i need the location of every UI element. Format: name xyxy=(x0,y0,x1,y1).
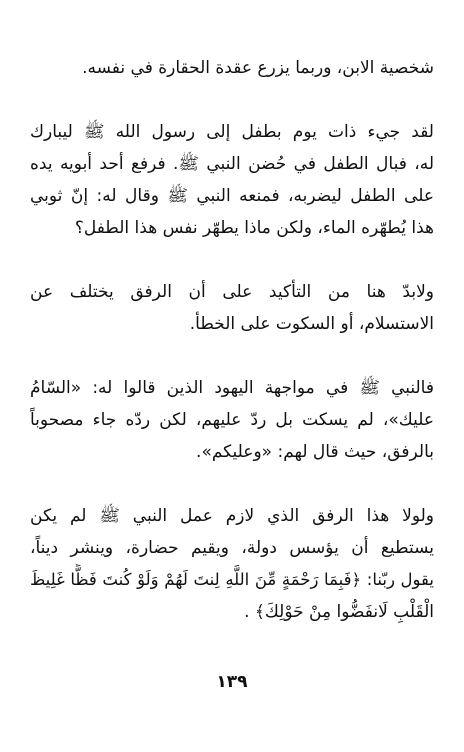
text-line: بالرفق، حيث قال لهم: «وعليكم». xyxy=(196,442,434,462)
text-line: يقول ربّنا: ﴿فَبِمَا رَحْمَةٍ مِّنَ اللَّهِ لِنتَ لَهُمْ وَلَوْ كُنتَ فَظًّا غَلِيظَ xyxy=(30,570,434,589)
text-line: لقد جيء ذات يوم بطفل إلى رسول الله ﷺ ليبارك xyxy=(30,122,434,142)
text-line: ولولا هذا الرفق الذي لازم عمل النبي ﷺ لم يكن xyxy=(30,506,434,526)
page-body xyxy=(30,52,434,628)
paragraph-1 xyxy=(30,52,434,84)
text-line: ولابدّ هنا من التأكيد على أن الرفق يختلف عن xyxy=(30,282,434,302)
text-line: عليك»، لم يسكت بل ردّ عليهم، لكن ردّه جاء مصحوباً xyxy=(30,410,434,430)
text-line: له، فبال الطفل في حُضن النبي ﷺ. فرفع أحد أبويه يده xyxy=(30,154,434,174)
text-line: شخصية الابن، وربما يزرع عقدة الحقارة في نفسه. xyxy=(82,58,434,78)
page-number: ١٣٩ xyxy=(216,672,248,692)
paragraph-gap xyxy=(30,84,434,116)
paragraph-gap xyxy=(30,340,434,372)
paragraph-5 xyxy=(30,500,434,628)
text-line: يستطيع أن يؤسس دولة، ويقيم حضارة، وينشر ديناً، xyxy=(30,538,434,558)
text-line: الْقَلْبِ لَانفَضُّوا مِنْ حَوْلِكَ﴾ . xyxy=(244,602,434,622)
text-line: الاستسلام، أو السكوت على الخطأ. xyxy=(189,314,434,334)
paragraph-2 xyxy=(30,116,434,244)
text-line: على الطفل ليضربه، فمنعه النبي ﷺ وقال له: إنّ ثوبي xyxy=(30,186,434,206)
paragraph-4 xyxy=(30,372,434,468)
paragraph-gap xyxy=(30,244,434,276)
paragraph-gap xyxy=(30,468,434,500)
text-line: فالنبي ﷺ في مواجهة اليهود الذين قالوا له: «السّامُ xyxy=(30,378,434,398)
paragraph-3 xyxy=(30,276,434,340)
text-line: هذا يُطهّره الماء، ولكن ماذا يطهّر نفس هذا الطفل؟ xyxy=(74,218,434,238)
